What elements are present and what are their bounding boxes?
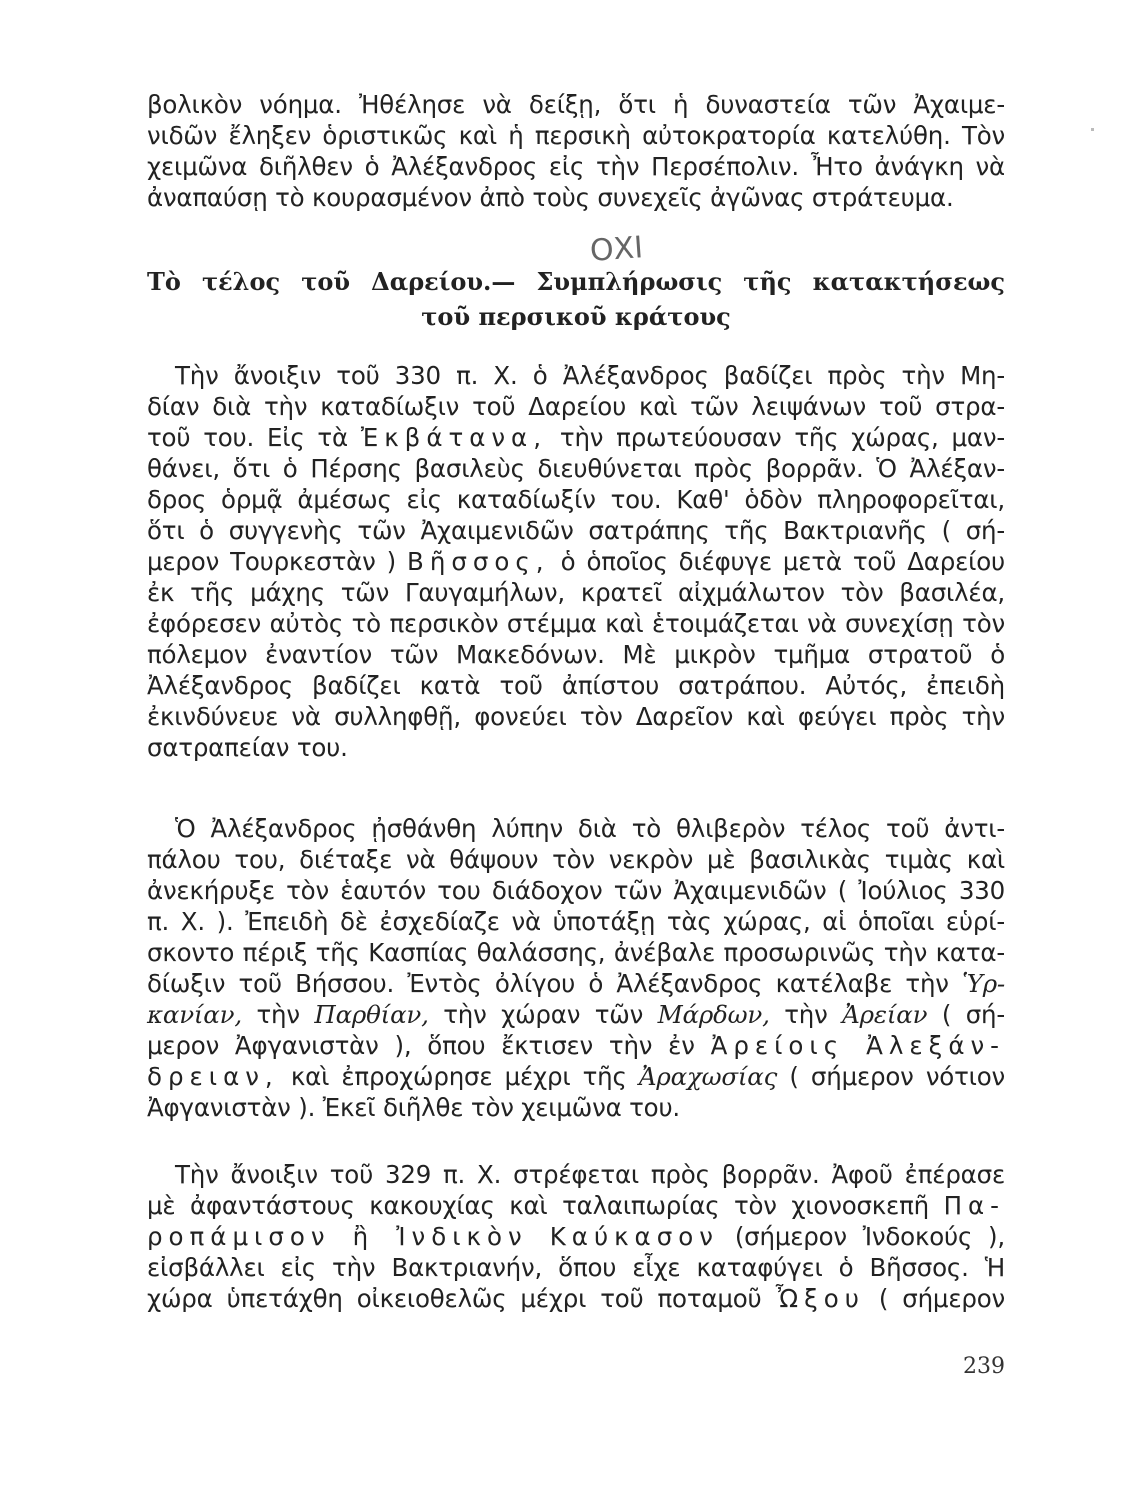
text-line: Τὴν ἄνοιξιν τοῦ 329 π. Χ. στρέφεται πρὸς βορρᾶν. Ἀφοῦ ἐπέρασε <box>175 1160 1005 1189</box>
text-run: (σήμερον Ἰνδοκούς ), <box>734 1222 1005 1251</box>
text-line: χειμῶνα διῆλθεν ὁ Ἀλέξανδρος εἰς τὴν Περσέπολιν. Ἦτο ἀνάγκη νὰ <box>147 152 1005 181</box>
text-line: βολικὸν νόημα. Ἠθέλησε νὰ δείξῃ, ὅτι ἡ δυναστεία τῶν Ἀχαιμε- <box>147 90 1005 119</box>
italic-place: Μάρδων, <box>657 1000 770 1029</box>
text-run: τὴν χώραν τῶν <box>443 1000 644 1029</box>
person-name: Βῆσσος, <box>407 547 550 576</box>
text-line: ἀναπαύσῃ τὸ κουρασμένον ἀπὸ τοὺς συνεχεῖς ἀγῶνας στράτευμα. <box>147 183 954 212</box>
place-name: Πα- <box>943 1191 1005 1220</box>
text-line: Ὁ Ἀλέξανδρος ᾐσθάνθη λύπην διὰ τὸ θλιβερὸν τέλος τοῦ ἀντι- <box>175 814 1005 843</box>
text-line: ἐφόρεσεν αὐτὸς τὸ περσικὸν στέμμα καὶ ἑτοιμάζεται νὰ συνεχίσῃ τὸν <box>147 609 1005 638</box>
text-line: θάνει, ὅτι ὁ Πέρσης βασιλεὺς διευθύνεται πρὸς βορρᾶν. Ὁ Ἀλέξαν- <box>147 454 1005 483</box>
scan-speck <box>1091 128 1094 131</box>
text-run: τὴν <box>784 1000 828 1029</box>
text-line: π. Χ. ). Ἐπειδὴ δὲ ἐσχεδίαζε νὰ ὑποτάξῃ τὰς χώρας, αἱ ὁποῖαι εὑρί- <box>147 907 1005 936</box>
intro-paragraph <box>147 89 1005 213</box>
text-line <box>147 1061 1005 1092</box>
text-line <box>147 546 1005 577</box>
paragraph-1 <box>147 360 1005 763</box>
text-run: τὴν <box>256 1000 300 1029</box>
paragraph-2 <box>147 813 1005 1123</box>
text-line <box>147 999 1005 1030</box>
place-name: Ἐκβάτανα, <box>360 423 547 452</box>
italic-place: κανίαν, <box>147 1000 242 1029</box>
text-line: δρος ὁρμᾷ ἀμέσως εἰς καταδίωξίν του. Καθ' ὁδὸν πληροφορεῖται, <box>147 485 1005 514</box>
section-heading-continued: τοῦ περσικοῦ κράτους <box>421 302 731 331</box>
text-line: Τὴν ἄνοιξιν τοῦ 330 π. Χ. ὁ Ἀλέξανδρος βαδίζει πρὸς τὴν Μη- <box>175 361 1005 390</box>
italic-place: Παρθίαν, <box>314 1000 429 1029</box>
place-name: Ἀρείοις Ἀλεξάν- <box>710 1031 1005 1060</box>
text-line: πάλου του, διέταξε νὰ θάψουν τὸν νεκρὸν μὲ βασιλικὰς τιμὰς καὶ <box>147 845 1005 874</box>
text-line: Ἀφγανιστὰν ). Ἐκεῖ διῆλθε τὸν χειμῶνα του. <box>147 1093 681 1122</box>
text-run: ὁ ὁποῖος διέφυγε μετὰ τοῦ Δαρείου <box>560 547 1005 576</box>
text-run: τὴν πρωτεύουσαν τῆς χώρας, μαν- <box>559 423 1005 452</box>
handwritten-annotation: ΟΧΙ <box>588 230 645 269</box>
text-run: ( σήμερον <box>878 1284 1005 1313</box>
section-heading: Τὸ τέλος τοῦ Δαρείου.— Συμπλήρωσις τῆς κατακτήσεως <box>147 267 1005 296</box>
place-name: ροπάμισον ἢ Ἰνδικὸν Καύκασον <box>147 1222 719 1251</box>
paragraph-3 <box>147 1159 1005 1314</box>
text-line: νιδῶν ἔληξεν ὁριστικῶς καὶ ἡ περσικὴ αὐτοκρατορία κατελύθη. Τὸν <box>147 121 1005 150</box>
text-run: ( σήμερον νότιον <box>789 1062 1006 1091</box>
text-run: τοῦ του. Εἰς τὰ <box>147 423 348 452</box>
text-line: ὅτι ὁ συγγενὴς τῶν Ἀχαιμενιδῶν σατράπης τῆς Βακτριανῆς ( σή- <box>147 516 1005 545</box>
text-line: σατραπείαν του. <box>147 733 348 762</box>
text-line: ἀνεκήρυξε τὸν ἑαυτόν του διάδοχον τῶν Ἀχαιμενιδῶν ( Ἰούλιος 330 <box>147 876 1005 905</box>
text-line: πόλεμον ἐναντίον τῶν Μακεδόνων. Μὲ μικρὸν τμῆμα στρατοῦ ὁ <box>147 640 1005 669</box>
italic-place: Ὑρ- <box>962 969 1005 998</box>
text-run: μερον Ἀφγανιστὰν ), ὅπου ἔκτισεν τὴν ἐν <box>147 1031 695 1060</box>
italic-place: Ἀρείαν <box>842 1000 928 1029</box>
text-line <box>147 1190 1005 1221</box>
text-line <box>147 1030 1005 1061</box>
text-run: ( σή- <box>941 1000 1006 1029</box>
italic-place: Ἀραχωσίας <box>638 1062 778 1091</box>
text-run: δίωξιν τοῦ Βήσσου. Ἐντὸς ὀλίγου ὁ Ἀλέξανδρος κατέλαβε τὴν <box>147 969 949 998</box>
text-line: ἐκ τῆς μάχης τῶν Γαυγαμήλων, κρατεῖ αἰχμάλωτον τὸν βασιλέα, <box>147 578 1005 607</box>
text-line: ἐκινδύνευε νὰ συλληφθῇ, φονεύει τὸν Δαρεῖον καὶ φεύγει πρὸς τὴν <box>147 702 1005 731</box>
text-line: εἰσβάλλει εἰς τὴν Βακτριανήν, ὅπου εἶχε καταφύγει ὁ Βῆσσος. Ἡ <box>147 1253 1005 1282</box>
text-line <box>147 1221 1005 1252</box>
river-name: Ὦξου <box>775 1284 865 1313</box>
text-run: καὶ ἐπροχώρησε μέχρι τῆς <box>290 1062 627 1091</box>
page-number: 239 <box>963 1354 1005 1379</box>
text-run: χώρα ὑπετάχθη οἰκειοθελῶς μέχρι τοῦ ποταμοῦ <box>147 1284 762 1313</box>
text-line: σκοντο πέριξ τῆς Κασπίας θαλάσσης, ἀνέβαλε προσωρινῶς τὴν κατα- <box>147 938 1005 967</box>
text-run: μερον Τουρκεστὰν ) <box>147 547 396 576</box>
place-name: δρειαν, <box>147 1062 279 1091</box>
text-line: δίαν διὰ τὴν καταδίωξιν τοῦ Δαρείου καὶ τῶν λειψάνων τοῦ στρα- <box>147 392 1005 421</box>
text-line <box>147 422 1005 453</box>
text-run: μὲ ἀφαντάστους κακουχίας καὶ ταλαιπωρίας τὸν χιονοσκεπῆ <box>147 1191 929 1220</box>
text-line: Ἀλέξανδρος βαδίζει κατὰ τοῦ ἀπίστου σατράπου. Αὐτός, ἐπειδὴ <box>147 671 1005 700</box>
text-line <box>147 1283 1005 1314</box>
text-line <box>147 968 1005 999</box>
